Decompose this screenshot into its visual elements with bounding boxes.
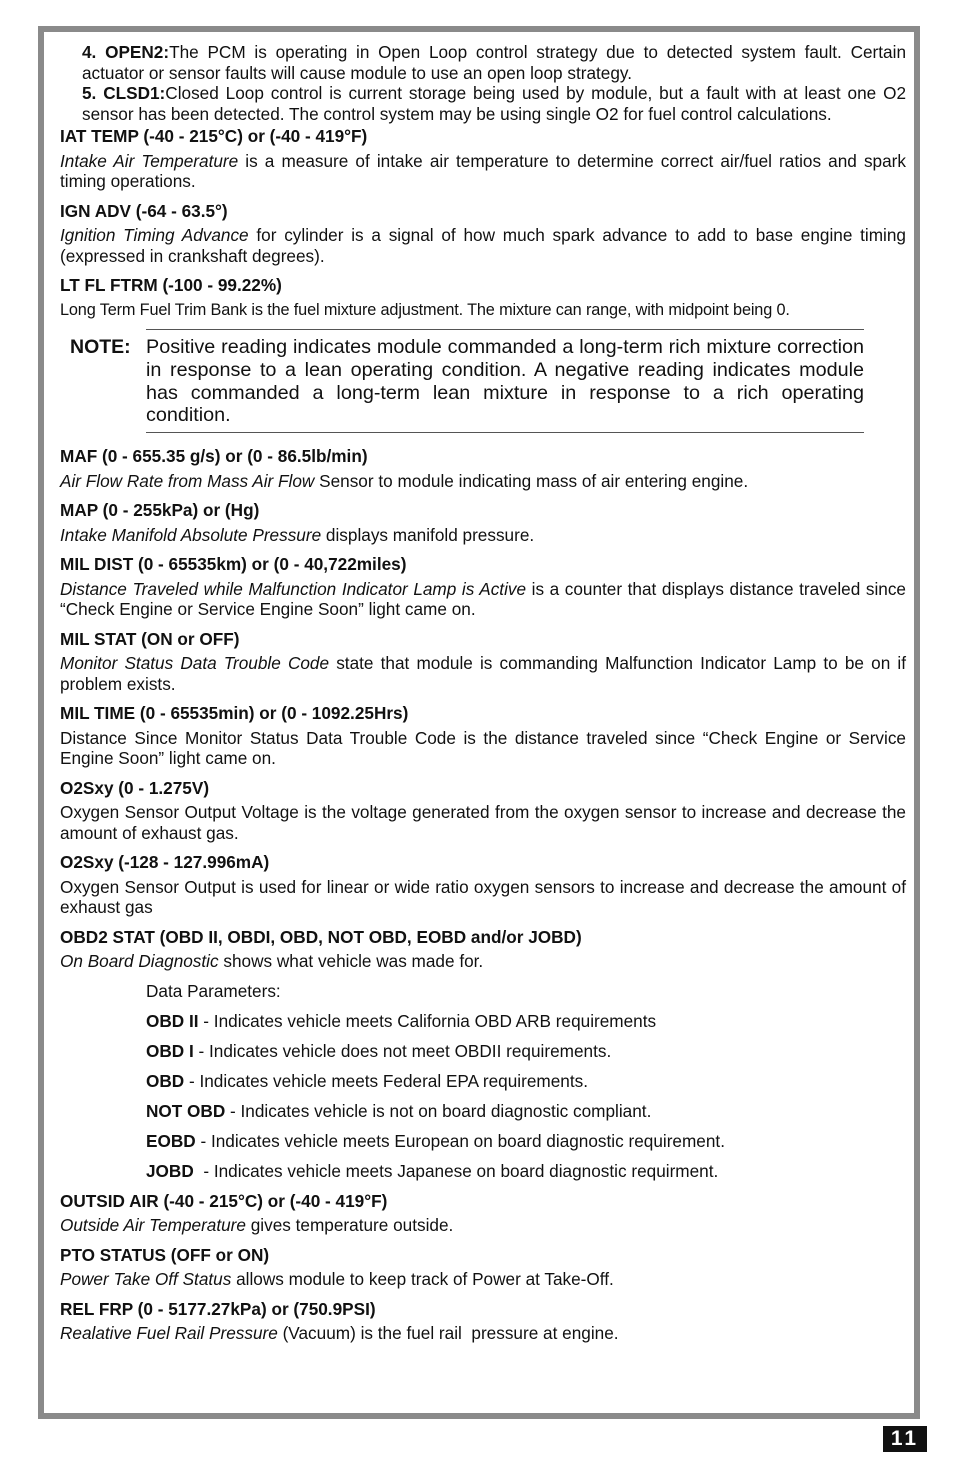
pto-description: Power Take Off Status allows module to keep track of Power at Take-Off. (60, 1269, 614, 1290)
pto-heading: PTO STATUS (OFF or ON) (60, 1244, 270, 1265)
mildist-heading: MIL DIST (0 - 65535km) or (0 - 40,722miles) (60, 554, 407, 575)
outsid-description: Outside Air Temperature gives temperature outside. (60, 1215, 454, 1236)
obd2-heading: OBD2 STAT (OBD II, OBDI, OBD, NOT OBD, EOBD and/or JOBD) (60, 926, 582, 947)
param-obd2: OBD II - Indicates vehicle meets California OBD ARB requirements (146, 1010, 657, 1031)
obd2-description: On Board Diagnostic shows what vehicle was made for. (60, 951, 484, 972)
note-label: NOTE: (70, 336, 131, 358)
param-eobd: EOBD - Indicates vehicle meets European on board diagnostic requirement. (146, 1130, 725, 1151)
map-heading: MAP (0 - 255kPa) or (Hg) (60, 500, 260, 521)
param-obd1: OBD I - Indicates vehicle does not meet OBDII requirements. (146, 1040, 612, 1061)
iat-heading: IAT TEMP (-40 - 215°C) or (-40 - 419°F) (60, 126, 368, 146)
o2ma-description: Oxygen Sensor Output is used for linear or wide ratio oxygen sensors to increase and decrease the amount of exhaust gas (60, 876, 906, 918)
relfrp-description: Realative Fuel Rail Pressure (Vacuum) is the fuel rail pressure at engine. (60, 1323, 619, 1344)
milstat-description: Monitor Status Data Trouble Code state that module is commanding Malfunction Indicator Lamp to be on if problem exists. (60, 653, 906, 694)
ign-heading: IGN ADV (-64 - 63.5°) (60, 200, 228, 221)
o2v-heading: O2Sxy (0 - 1.275V) (60, 777, 210, 798)
page-number: 11 (883, 1426, 927, 1452)
param-jobd: JOBD - Indicates vehicle meets Japanese on board diagnostic requirment. (146, 1160, 719, 1181)
miltime-description: Distance Since Monitor Status Data Trouble Code is the distance traveled since “Check Engine or Service Engine Soon” light came on. (60, 727, 906, 769)
strategy-clsd1: 5. CLSD1:Closed Loop control is current storage being used by module, but a fault with at least one O2 sensor has been detected. The control system may be using single O2 for fuel control calculations. (82, 83, 906, 124)
mildist-description: Distance Traveled while Malfunction Indicator Lamp is Active is a counter that displays distance traveled since “Check Engine or Service Engine Soon” light came on. (60, 578, 906, 620)
o2v-description: Oxygen Sensor Output Voltage is the voltage generated from the oxygen sensor to increase and decrease the amount of exhaust gas. (60, 802, 906, 843)
outsid-heading: OUTSID AIR (-40 - 215°C) or (-40 - 419°F) (60, 1190, 388, 1211)
map-description: Intake Manifold Absolute Pressure displays manifold pressure. (60, 524, 535, 545)
params-title: Data Parameters: (146, 980, 281, 1001)
note-box (60, 329, 906, 433)
page-content (60, 42, 906, 1353)
maf-description: Air Flow Rate from Mass Air Flow Sensor to module indicating mass of air entering engine. (60, 470, 749, 491)
strategy-open2: 4. OPEN2:The PCM is operating in Open Loop control strategy due to detected system fault. Certain actuator or sensor faults will cause module to use an open loop strategy. (82, 42, 906, 83)
relfrp-heading: REL FRP (0 - 5177.27kPa) or (750.9PSI) (60, 1298, 376, 1319)
note-top-rule (146, 329, 864, 330)
miltime-heading: MIL TIME (0 - 65535min) or (0 - 1092.25Hrs) (60, 703, 409, 724)
ign-description: Ignition Timing Advance for cylinder is a signal of how much spark advance to add to base engine timing (expressed in crankshaft degrees). (60, 225, 906, 266)
note-bottom-rule (146, 432, 864, 433)
ltfl-heading: LT FL FTRM (-100 - 99.22%) (60, 275, 282, 295)
o2ma-heading: O2Sxy (-128 - 127.996mA) (60, 852, 270, 873)
iat-description: Intake Air Temperature is a measure of intake air temperature to determine correct air/fuel ratios and spark timing operations. (60, 150, 906, 191)
ltfl-description: Long Term Fuel Trim Bank is the fuel mixture adjustment. The mixture can range, with midpoint being 0. (60, 300, 790, 319)
data-parameters (60, 981, 906, 1182)
param-obd: OBD - Indicates vehicle meets Federal EPA requirements. (146, 1070, 588, 1091)
maf-heading: MAF (0 - 655.35 g/s) or (0 - 86.5lb/min) (60, 446, 368, 467)
param-not-obd: NOT OBD - Indicates vehicle is not on board diagnostic compliant. (146, 1100, 652, 1121)
milstat-heading: MIL STAT (ON or OFF) (60, 628, 240, 649)
page-frame (38, 26, 920, 1419)
note-text: Positive reading indicates module commanded a long-term rich mixture correction in response to a lean operating condition. A negative reading indicates module has commanded a long-term lean mixture in response to a rich operating condition. (146, 336, 864, 427)
